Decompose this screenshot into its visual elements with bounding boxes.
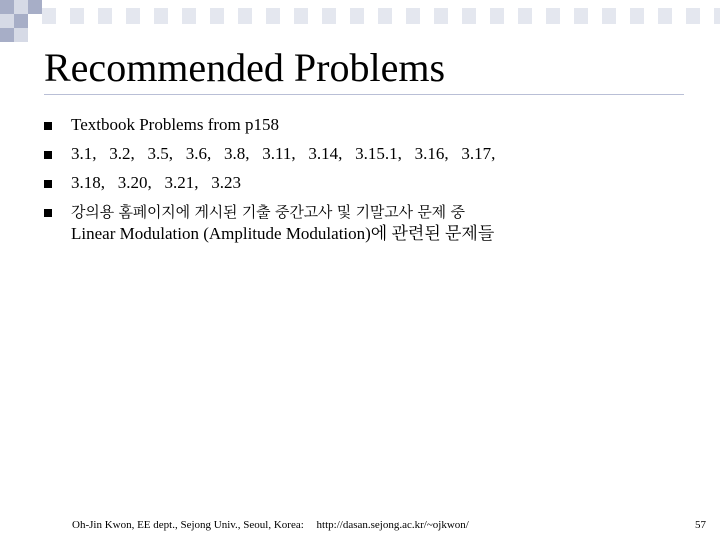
decor-square	[14, 14, 28, 28]
decor-square	[0, 0, 14, 14]
bullet-text: 강의용 홈페이지에 게시된 기출 중간고사 및 기말고사 문제 중	[71, 203, 465, 221]
bullet-square-icon	[44, 209, 52, 217]
bullet-text: 3.1, 3.2, 3.5, 3.6, 3.8, 3.11, 3.14, 3.15.1, 3.16, 3.17,	[71, 144, 496, 163]
bullet-item	[44, 201, 684, 245]
bullet-square-icon	[44, 122, 52, 130]
decor-square	[28, 0, 42, 14]
bullet-text: 3.18, 3.20, 3.21, 3.23	[71, 173, 241, 192]
footer-url: http://dasan.sejong.ac.kr/~ojkwon/	[316, 519, 469, 531]
bullet-item	[44, 172, 684, 194]
bullet-text: Textbook Problems from p158	[71, 115, 279, 134]
footer-author: Oh-Jin Kwon, EE dept., Sejong Univ., Seoul, Korea:	[72, 519, 304, 531]
footer	[72, 518, 469, 532]
title-rule	[44, 94, 684, 95]
decor-square	[14, 0, 28, 14]
decor-band	[42, 8, 720, 24]
slide-title: Recommended Problems	[44, 45, 446, 90]
page-number: 57	[695, 519, 706, 531]
decor-square	[0, 28, 14, 42]
bullet-list	[44, 114, 684, 252]
bullet-square-icon	[44, 180, 52, 188]
bullet-square-icon	[44, 151, 52, 159]
bullet-text: Linear Modulation (Amplitude Modulation)에 관련된 문제들	[71, 224, 495, 243]
decor-square	[14, 28, 28, 42]
decor-square	[0, 14, 14, 28]
bullet-item	[44, 114, 684, 136]
bullet-item	[44, 143, 684, 165]
